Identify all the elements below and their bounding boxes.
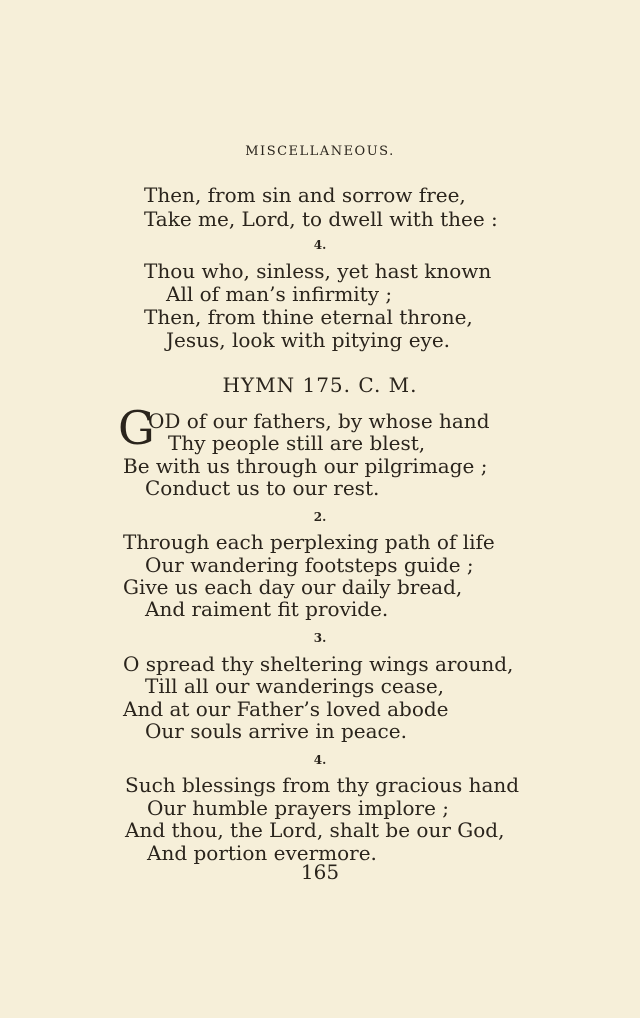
verse-line: Our humble prayers implore ; [147,796,450,820]
stanza-number: 2. [313,510,327,524]
verse-line: Thy people still are blest, [168,431,426,455]
verse-line: Jesus, look with pitying eye. [166,328,451,352]
verse-line: And at our Father’s loved abode [123,697,449,721]
running-header: MISCELLANEOUS. [245,144,395,159]
verse-line: Till all our wanderings cease, [145,674,445,698]
verse-line: Be with us through our pilgrimage ; [123,454,488,478]
verse-line: Our wandering footsteps guide ; [145,553,474,577]
verse-line: Then, from sin and sorrow free, [144,183,466,207]
verse-line: All of man’s infirmity ; [166,282,393,306]
stanza-number: 4. [313,238,327,252]
verse-line: And raiment fit provide. [145,597,389,621]
verse-line: Our souls arrive in peace. [145,719,407,743]
verse-line: O spread thy sheltering wings around, [123,652,514,676]
verse-line: Conduct us to our rest. [145,476,380,500]
verse-line: Give us each day our daily bread, [123,575,463,599]
verse-line: Then, from thine eternal throne, [144,305,473,329]
stanza-number: 4. [313,753,327,767]
stanza-number: 3. [313,631,327,645]
verse-line: Such blessings from thy gracious hand [125,773,520,797]
verse-line: And thou, the Lord, shalt be our God, [125,818,505,842]
verse-line: OD of our fathers, by whose hand [148,409,490,433]
verse-line: Through each perplexing path of life [123,530,495,554]
verse-line: Thou who, sinless, yet hast known [144,259,492,283]
verse-line: Take me, Lord, to dwell with thee : [144,207,498,231]
drop-cap: G [118,401,155,455]
verse-line: And portion evermore. [147,841,377,865]
hymn-title: HYMN 175. C. M. [222,373,418,397]
page-number: 165 [300,860,340,884]
